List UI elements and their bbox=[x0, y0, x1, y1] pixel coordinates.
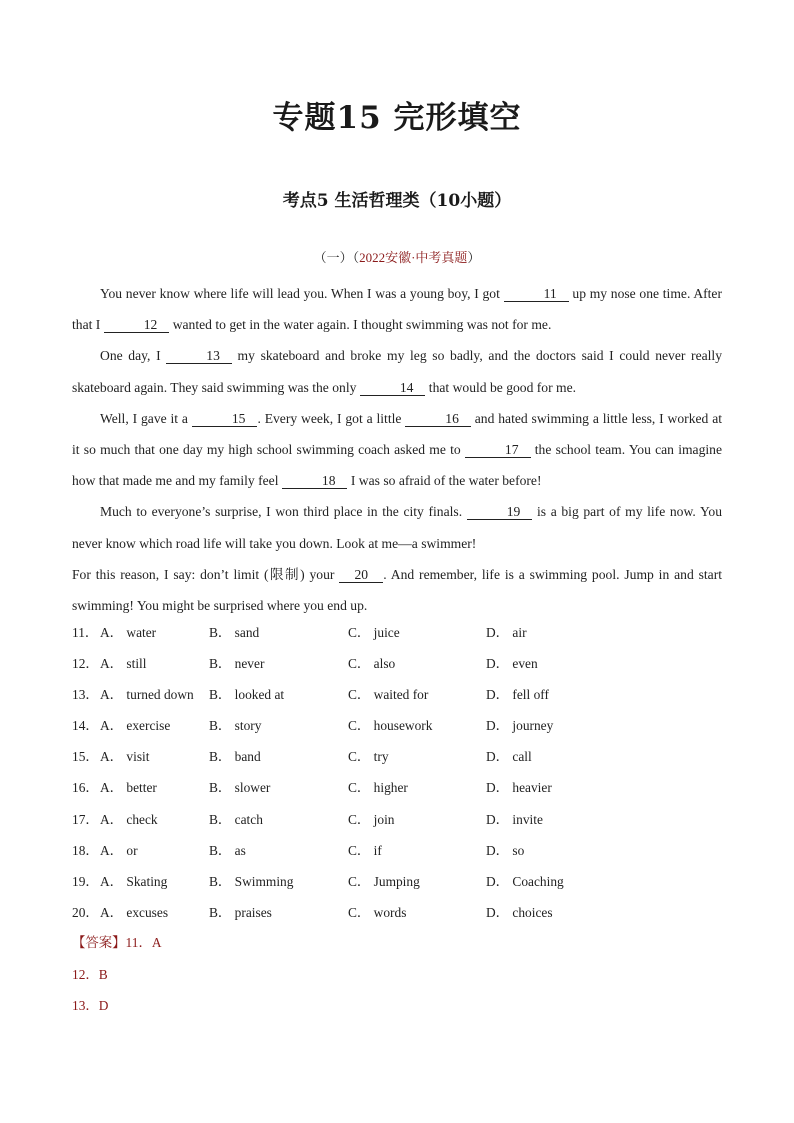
option-row bbox=[72, 715, 732, 746]
passage-text: is a big part of my life now. You never know which road life will take you down. Look at me—a swimmer! bbox=[72, 504, 722, 551]
option-row bbox=[72, 653, 732, 684]
option-c: C． also bbox=[348, 656, 396, 672]
option-c: C． try bbox=[348, 749, 389, 765]
option-a: A． check bbox=[100, 811, 158, 827]
question-number: 12． bbox=[72, 656, 99, 672]
blank-18: 18 bbox=[282, 474, 348, 489]
passage-text: . Every week, I got a little bbox=[257, 410, 406, 426]
question-number: 13． bbox=[72, 687, 99, 703]
question-number: 15． bbox=[72, 749, 99, 765]
option-d: D． choices bbox=[486, 904, 553, 920]
option-a: A． excuses bbox=[100, 904, 169, 920]
option-b: B． looked at bbox=[209, 687, 285, 703]
source-suffix: ） bbox=[467, 250, 481, 265]
option-b: B． praises bbox=[209, 904, 272, 920]
passage-text: the school team. You can imagine how that made me and my family feel bbox=[72, 442, 722, 489]
passage-text: I was so afraid of the water before! bbox=[347, 473, 542, 489]
option-d: D． fell off bbox=[486, 687, 549, 703]
question-number: 18． bbox=[72, 842, 99, 858]
option-b: B． sand bbox=[209, 625, 260, 640]
blank-12: 12 bbox=[104, 318, 170, 333]
blank-20: 20 bbox=[339, 568, 383, 583]
option-d: D． journey bbox=[486, 718, 554, 734]
option-a: A． Skating bbox=[100, 873, 168, 889]
option-row bbox=[72, 622, 732, 653]
passage-paragraph-4 bbox=[72, 496, 722, 558]
blank-19: 19 bbox=[467, 505, 533, 520]
blank-15: 15 bbox=[192, 412, 258, 427]
option-row bbox=[72, 809, 732, 840]
cloze-passage bbox=[72, 278, 722, 621]
option-d: D． even bbox=[486, 656, 538, 672]
option-a: A． better bbox=[100, 780, 157, 796]
option-a: A． water bbox=[100, 625, 157, 640]
option-c: C． join bbox=[348, 811, 395, 827]
question-source bbox=[0, 247, 794, 266]
question-number: 19． bbox=[72, 873, 99, 889]
section-subtitle: 考点5 生活哲理类（10小题） bbox=[282, 191, 512, 211]
blank-14: 14 bbox=[360, 381, 426, 396]
passage-text: Well, I gave it a bbox=[100, 410, 192, 426]
question-number: 17． bbox=[72, 811, 99, 827]
answer-key bbox=[72, 932, 162, 1027]
option-c: C． Jumping bbox=[348, 873, 420, 889]
answer-line: 【答案】11．A bbox=[72, 935, 162, 950]
option-c: C． waited for bbox=[348, 687, 429, 703]
option-b: B． story bbox=[209, 718, 262, 734]
passage-paragraph-2 bbox=[72, 340, 722, 402]
option-d: D． invite bbox=[486, 811, 543, 827]
passage-text: up my nose one time. After that I bbox=[72, 286, 722, 333]
option-d: D． call bbox=[486, 749, 532, 765]
option-d: D． so bbox=[486, 842, 525, 858]
option-row bbox=[72, 684, 732, 715]
blank-17: 17 bbox=[465, 443, 531, 458]
source-exam-label: 2022安徽·中考真题 bbox=[359, 250, 468, 265]
option-b: B． catch bbox=[209, 811, 263, 827]
passage-text: that would be good for me. bbox=[425, 379, 577, 395]
blank-16: 16 bbox=[405, 412, 471, 427]
passage-text: You never know where life will lead you. When I was a young boy, I got bbox=[100, 286, 504, 301]
option-a: A． still bbox=[100, 656, 147, 672]
question-number: 16． bbox=[72, 780, 99, 796]
answer-options-list bbox=[72, 622, 732, 933]
answer-line: 12．B bbox=[72, 966, 108, 982]
question-number: 20． bbox=[72, 904, 99, 920]
passage-text: . And remember, life is a swimming pool. Jump in and start swimming! You might be surprised where you end up. bbox=[72, 566, 723, 614]
option-d: D． Coaching bbox=[486, 873, 564, 889]
passage-text: and hated swimming a little less, I worked at it so much that one day my high school swimming coach asked me to bbox=[72, 410, 723, 458]
option-row bbox=[72, 902, 732, 933]
question-number: 14． bbox=[72, 718, 99, 734]
passage-text: wanted to get in the water again. I thought swimming was not for me. bbox=[169, 317, 552, 333]
blank-13: 13 bbox=[166, 349, 232, 364]
option-c: C． if bbox=[348, 842, 382, 858]
option-c: C． higher bbox=[348, 780, 408, 796]
passage-paragraph-3 bbox=[72, 403, 722, 497]
page-title: 专题15 完形填空 bbox=[272, 100, 522, 136]
option-a: A． turned down bbox=[100, 687, 194, 703]
option-b: B． never bbox=[209, 656, 265, 672]
passage-paragraph-1 bbox=[72, 278, 722, 340]
passage-paragraph-5 bbox=[72, 559, 722, 621]
option-row bbox=[72, 840, 732, 871]
option-c: C． juice bbox=[348, 625, 400, 640]
option-a: A． visit bbox=[100, 749, 150, 765]
option-a: A． or bbox=[100, 842, 138, 858]
option-row bbox=[72, 777, 732, 808]
option-b: B． band bbox=[209, 749, 261, 765]
passage-text: For this reason, I say: don’t limit (限制) your bbox=[72, 566, 340, 582]
answer-line: 13．D bbox=[72, 998, 109, 1013]
option-row bbox=[72, 746, 732, 777]
source-prefix: （一）（ bbox=[313, 250, 360, 265]
passage-text: Much to everyone’s surprise, I won third place in the city finals. bbox=[100, 504, 467, 520]
passage-text: One day, I bbox=[100, 348, 167, 364]
blank-11: 11 bbox=[504, 287, 569, 302]
option-b: B． slower bbox=[209, 780, 271, 796]
option-c: C． housework bbox=[348, 718, 433, 734]
option-d: D． heavier bbox=[486, 780, 552, 796]
option-c: C． words bbox=[348, 904, 407, 920]
option-a: A． exercise bbox=[100, 718, 171, 734]
option-d: D． air bbox=[486, 625, 527, 640]
option-row bbox=[72, 871, 732, 902]
option-b: B． as bbox=[209, 842, 246, 858]
question-number: 11． bbox=[72, 625, 99, 640]
passage-text: my skateboard and broke my leg so badly, and the doctors said I could never really skateboard again. They said swimming was the only bbox=[72, 348, 723, 395]
option-b: B． Swimming bbox=[209, 873, 294, 889]
